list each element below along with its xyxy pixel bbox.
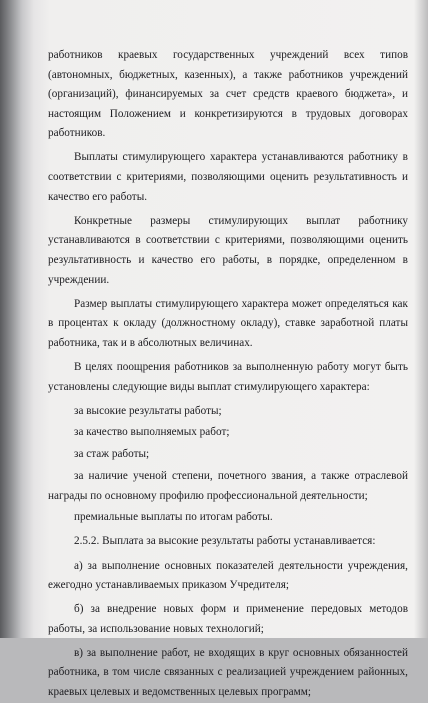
paragraph-incentive: В целях поощрения работников за выполненную работу могут быть установлены следующие виды выплат стимулирующего характера: bbox=[48, 360, 408, 393]
list-item-high-results: за высокие результаты работы; bbox=[74, 404, 222, 417]
section-heading-2-5-2: 2.5.2. Выплата за высокие результаты работы устанавливается: bbox=[74, 535, 376, 548]
sub-item-b: б) за внедрение новых форм и применение передовых методов работы, за использование новых технологий; bbox=[48, 603, 408, 635]
sub-item-v: в) за выполнение работ, не входящих в круг основных обязанностей работника, в том числе связанных с реализацией учреждением районных, краевых целевых и ведомственных целевых программ; bbox=[48, 646, 408, 699]
paragraph-sizes: Конкретные размеры стимулирующих выплат работнику устанавливаются в соответствии с критериями, позволяющими оценить результативность и качество его работы, в порядке, определенном в учреждении. bbox=[48, 214, 408, 286]
paragraph-amount: Размер выплаты стимулирующего характера может определяться как в процентах к окладу (должностному окладу), ставке заработной платы работника, так и в абсолютных величинах. bbox=[48, 297, 408, 349]
list-item-bonus: премиальные выплаты по итогам работы. bbox=[74, 511, 273, 524]
document-body bbox=[48, 46, 408, 703]
list-item-tenure: за стаж работы; bbox=[74, 448, 150, 461]
sub-item-a: а) за выполнение основных показателей деятельности учреждения, ежегодно устанавливаемых приказом Учредителя; bbox=[48, 559, 408, 592]
list-item-degree: за наличие ученой степени, почетного звания, а также отраслевой награды по основному профилю профессиональной деятельности; bbox=[48, 469, 408, 502]
list-item-quality: за качество выполняемых работ; bbox=[74, 426, 230, 439]
paragraph-criteria: Выплаты стимулирующего характера устанавливаются работнику в соответствии с критериями, позволяющими оценить результативность и качество его работы. bbox=[48, 151, 408, 203]
paragraph-continuation: работников краевых государственных учреждений всех типов (автономных, бюджетных, казенных), а также работников учреждений (организаций), финансируемых за счет средств краевого бюджета», и настоящим Положением и конкретизируются в трудовых договорах работников. bbox=[48, 49, 408, 140]
